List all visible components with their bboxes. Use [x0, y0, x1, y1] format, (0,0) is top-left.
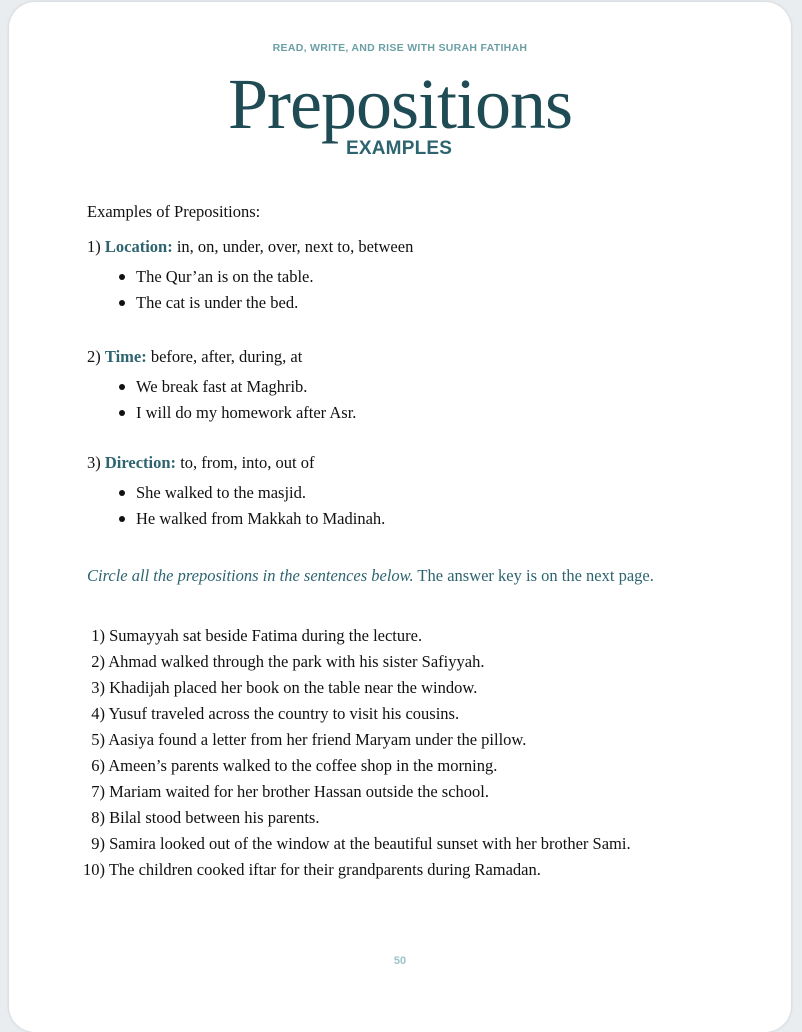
sentence-number: 9): [91, 834, 105, 853]
list-item: [75, 755, 631, 781]
category-name: Location:: [104, 237, 173, 256]
page-number: 50: [393, 955, 407, 967]
sentence-text: Mariam waited for her brother Hassan outside the school.: [109, 782, 489, 801]
sentence-number: 6): [91, 756, 105, 775]
sentence-number: 4): [91, 704, 105, 723]
sentence-text: Aasiya found a letter from her friend Maryam under the pillow.: [108, 730, 527, 749]
intro-text: Examples of Prepositions:: [87, 202, 261, 221]
sentence-text: Yusuf traveled across the country to visit his cousins.: [108, 704, 460, 723]
category-words: to, from, into, out of: [180, 453, 315, 472]
instruction-italic: Circle all the prepositions in the sentences below.: [87, 566, 414, 585]
sentence-number: 7): [91, 782, 105, 801]
list-item: I will do my homework after Asr.: [119, 402, 356, 428]
list-item: [75, 807, 631, 833]
sentence-text: The children cooked iftar for their grandparents during Ramadan.: [108, 860, 541, 879]
sentence-text: Khadijah placed her book on the table near the window.: [109, 678, 478, 697]
category-words: in, on, under, over, next to, between: [176, 237, 414, 256]
category-name: Direction:: [104, 453, 177, 472]
category-name: Time:: [104, 347, 147, 366]
category-location: [87, 237, 413, 257]
list-item: He walked from Makkah to Madinah.: [119, 508, 385, 534]
sentence-number: 3): [91, 678, 105, 697]
category-number: 2): [87, 347, 101, 366]
list-item: [75, 625, 631, 651]
time-examples: [119, 376, 356, 428]
page-subtitle: EXAMPLES: [346, 138, 453, 159]
sentence-text: Ameen’s parents walked to the coffee shop in the morning.: [108, 756, 498, 775]
list-item: [75, 651, 631, 677]
list-item: The Qur’an is on the table.: [119, 266, 313, 292]
location-examples: [119, 266, 313, 318]
list-item: [75, 703, 631, 729]
category-time: [87, 347, 302, 367]
list-item: [75, 781, 631, 807]
list-item: [75, 859, 631, 885]
sentence-text: Ahmad walked through the park with his sister Safiyyah.: [108, 652, 485, 671]
sentence-text: Bilal stood between his parents.: [109, 808, 320, 827]
sentence-text: Samira looked out of the window at the beautiful sunset with her brother Sami.: [109, 834, 631, 853]
list-item: [75, 729, 631, 755]
list-item: [75, 677, 631, 703]
exercise-instruction: [87, 566, 667, 585]
category-number: 3): [87, 453, 101, 472]
page-title: Prepositions: [227, 64, 573, 144]
direction-examples: [119, 482, 385, 534]
sentence-number: 2): [91, 652, 105, 671]
list-item: We break fast at Maghrib.: [119, 376, 356, 402]
category-number: 1): [87, 237, 101, 256]
sentence-number: 5): [91, 730, 105, 749]
worksheet-page: [9, 2, 791, 1032]
book-series-kicker: READ, WRITE, AND RISE WITH SURAH FATIHAH: [272, 42, 528, 54]
exercise-sentences: [75, 625, 631, 885]
sentence-number: 1): [91, 626, 105, 645]
list-item: The cat is under the bed.: [119, 292, 313, 318]
instruction-rest: The answer key is on the next page.: [417, 566, 654, 585]
category-direction: [87, 453, 314, 473]
sentence-text: Sumayyah sat beside Fatima during the lecture.: [109, 626, 423, 645]
list-item: [75, 833, 631, 859]
list-item: She walked to the masjid.: [119, 482, 385, 508]
sentence-number: 10): [83, 860, 105, 879]
category-words: before, after, during, at: [150, 347, 303, 366]
sentence-number: 8): [91, 808, 105, 827]
